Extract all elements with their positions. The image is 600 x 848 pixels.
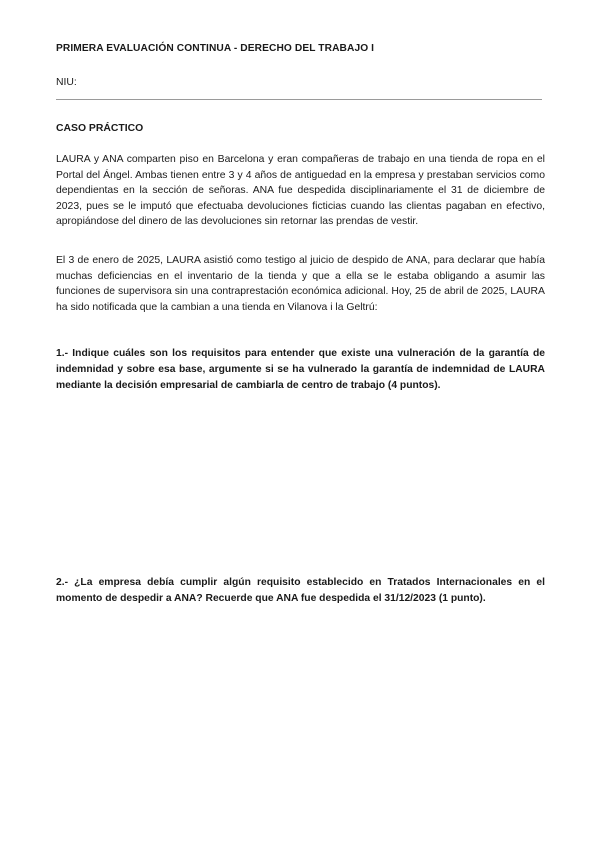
case-paragraph: LAURA y ANA comparten piso en Barcelona y eran compañeras de trabajo en una tienda de ropa en el Portal del Ángel. Ambas tienen entre 3 y 4 años de antiguedad en la empresa y prestaban servicios como dependientas en la sección de señoras. ANA fue despedida disciplinariamente el 31 de diciembre de 2023, pues se le imputó que efectuaba devoluciones ficticias cuando las clientas pagaban en efectivo, apropiándose del dinero de las devoluciones sin retornar las prendas de vestir. — [56, 154, 545, 228]
niu-answer-line — [56, 99, 542, 100]
question-2: 2.- ¿La empresa debía cumplir algún requisito establecido en Tratados Internacionales en el momento de despedir a ANA? Recuerde que ANA fue despedida el 31/12/2023 (1 punto). — [56, 577, 545, 604]
question-1: 1.- Indique cuáles son los requisitos para entender que existe una vulneración de la garantía de indemnidad y sobre esa base, argumente si se ha vulnerado la garantía de indemnidad de LAURA mediante la decisión empresarial de cambiarla de centro de trabajo (4 puntos). — [56, 348, 545, 391]
niu-label: NIU: — [56, 77, 77, 88]
document-title: PRIMERA EVALUACIÓN CONTINUA - DERECHO DEL TRABAJO I — [56, 43, 375, 54]
case-heading: CASO PRÁCTICO — [56, 123, 144, 134]
case-paragraph: El 3 de enero de 2025, LAURA asistió como testigo al juicio de despido de ANA, para declarar que había muchas deficiencias en el inventario de la tienda y que a ella se le estaba obligando a asumir las funciones de supervisora sin una contraprestación económica adicional. Hoy, 25 de abril de 2025, LAURA ha sido notificada que la cambian a una tienda en Vilanova i la Geltrú: — [56, 255, 545, 313]
